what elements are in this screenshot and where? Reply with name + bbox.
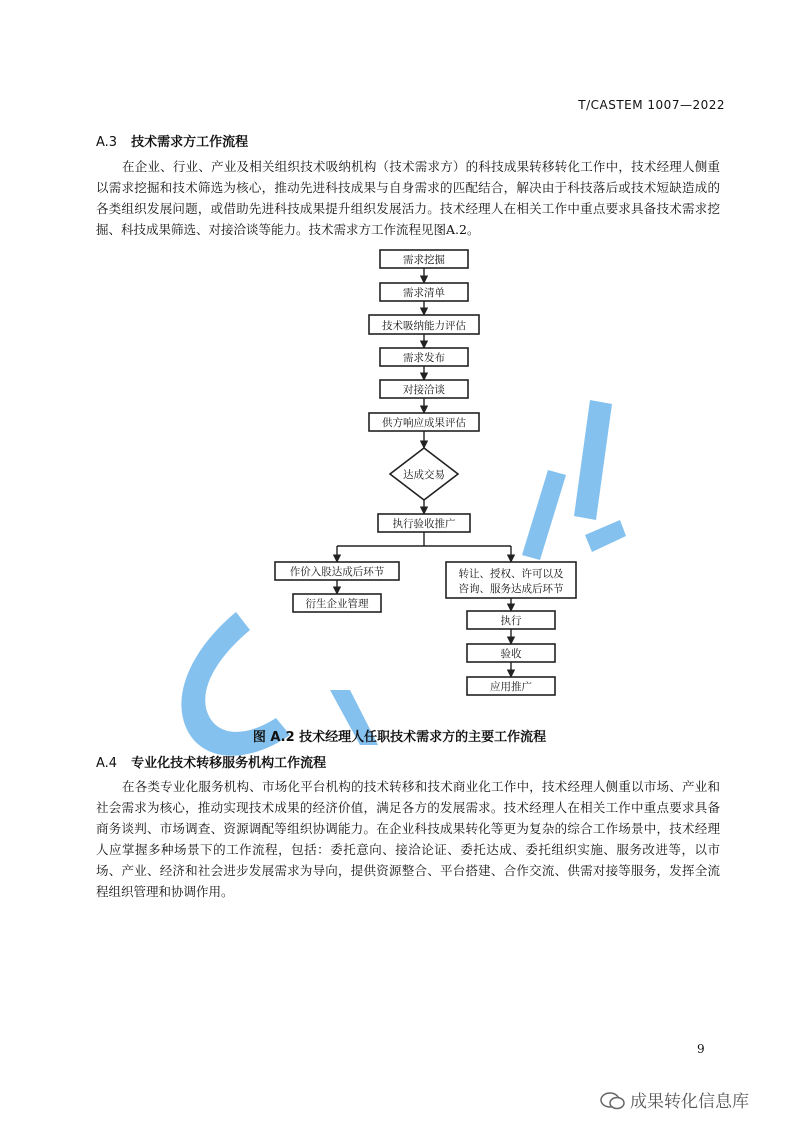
flow-step-label: 执行验收推广 — [392, 518, 456, 530]
flow-step-label: 技术吸纳能力评估 — [382, 320, 466, 332]
section-a4-heading — [96, 752, 326, 771]
flow-step-label: 需求发布 — [403, 352, 445, 364]
footer-watermark-text: 成果转化信息库 — [630, 1092, 749, 1112]
section-a4-number: A.4 — [96, 756, 118, 771]
standard-number: T/CASTEM 1007—2022 — [578, 98, 725, 112]
figure-caption: 图 A.2 技术经理人任职技术需求方的主要工作流程 — [252, 730, 547, 745]
flow-decision-label: 达成交易 — [403, 469, 445, 481]
flow-step-label: 咨询、服务达成后环节 — [458, 583, 564, 595]
flow-step-label: 需求挖掘 — [403, 254, 445, 266]
section-a3-paragraph: 在企业、行业、产业及相关组织技术吸纳机构（技术需求方）的科技成果转移转化工作中，技术经理人侧重以需求挖掘和技术筛选为核心，推动先进科技成果与自身需求的匹配结合，解决由于科技落后或技术短缺造成的各类组织发展问题，或借助先进科技成果提升组织发展活力。技术经理人在相关工作中重点要求具备技术需求挖掘、科技成果筛选、对接洽谈等能力。技术需求方工作流程见图A.2。 — [96, 159, 720, 237]
flow-step-label: 转让、授权、许可以及 — [458, 568, 564, 580]
flow-step-label: 应用推广 — [490, 681, 532, 693]
section-a3-number: A.3 — [96, 135, 118, 150]
flow-step-label: 供方响应成果评估 — [382, 417, 466, 429]
page-number: 9 — [697, 1042, 705, 1056]
section-a3-title: 技术需求方工作流程 — [131, 135, 249, 150]
flow-step-label: 需求清单 — [403, 287, 445, 299]
flow-step-label: 对接洽谈 — [403, 384, 445, 396]
flow-step-label: 执行 — [500, 615, 522, 627]
flow-step-label: 验收 — [500, 648, 522, 660]
flow-step-label: 作价入股达成后环节 — [289, 566, 385, 578]
section-a4-title: 专业化技术转移服务机构工作流程 — [131, 756, 327, 771]
section-a4-paragraph: 在各类专业化服务机构、市场化平台机构的技术转移和技术商业化工作中，技术经理人侧重以市场、产业和社会需求为核心，推动实现技术成果的经济价值，满足各方的发展需求。技术经理人在相关工作中重点要求具备商务谈判、市场调查、资源调配等组织协调能力。在企业科技成果转化等更为复杂的综合工作场景中，技术经理人应掌握多种场景下的工作流程，包括：委托意向、接洽论证、委托达成、委托组织实施、服务改进等，以市场、产业、经济和社会进步发展需求为导向，提供资源整合、平台搭建、合作交流、供需对接等服务，发挥全流程组织管理和协调作用。 — [96, 779, 720, 899]
wechat-icon — [600, 1092, 626, 1110]
flow-step-label: 衍生企业管理 — [305, 598, 369, 610]
footer-watermark — [600, 1087, 749, 1112]
